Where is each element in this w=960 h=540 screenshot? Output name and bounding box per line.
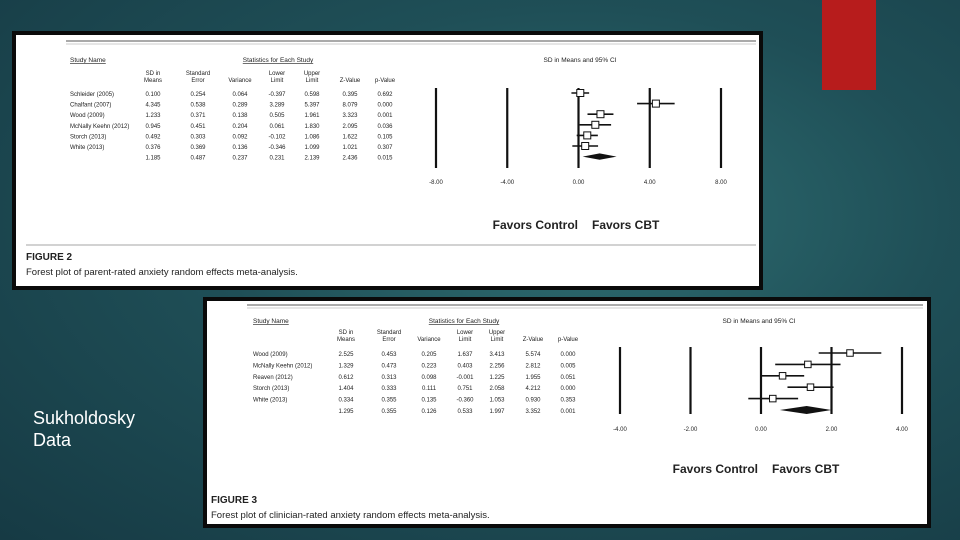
stat-value: 1.021: [342, 145, 358, 151]
stat-value: 1.830: [304, 123, 320, 130]
stat-value: 0.930: [525, 397, 541, 404]
stat-value: 0.403: [457, 363, 473, 370]
point-estimate-box: [597, 111, 604, 118]
stat-value: 3.289: [269, 102, 285, 109]
stat-value: 2.256: [489, 363, 505, 370]
stat-value: 0.126: [421, 409, 437, 415]
stat-value: 0.231: [269, 155, 285, 162]
stat-value: 0.061: [269, 123, 285, 130]
stat-value: 0.289: [232, 102, 248, 109]
stat-value: 3.352: [525, 409, 541, 415]
point-estimate-box: [584, 132, 591, 139]
stat-value: 2.436: [342, 155, 358, 162]
forest-plot-3-svg: [207, 301, 927, 524]
favors-cbt-label: Favors CBT: [772, 462, 840, 476]
study-name: Storch (2013): [70, 134, 107, 141]
column-header-0: Means: [143, 78, 163, 84]
stat-value: 1.225: [489, 374, 505, 381]
stat-value: -0.397: [268, 92, 286, 98]
x-tick-label: 4.00: [896, 427, 908, 433]
stat-value: 0.751: [457, 386, 473, 393]
stat-value: 0.451: [190, 123, 206, 130]
column-header-3: Limit: [270, 78, 284, 84]
stat-value: 2.058: [489, 386, 505, 393]
stat-value: 0.334: [338, 397, 354, 404]
stat-value: 0.307: [377, 145, 393, 151]
column-header-1: Error: [191, 78, 205, 84]
stat-value: 0.473: [381, 363, 397, 370]
side-label-line1: Sukholdosky: [33, 408, 136, 428]
study-name: Schleider (2005): [70, 92, 115, 98]
column-header-0: Means: [336, 337, 356, 343]
x-tick-label: 0.00: [755, 427, 767, 433]
stat-value: 0.369: [190, 145, 206, 151]
point-estimate-box: [847, 350, 854, 357]
study-name: Reaven (2012): [253, 374, 293, 381]
stat-value: 0.371: [190, 113, 206, 120]
column-header-1: Standard: [376, 330, 402, 336]
stat-value: 2.139: [304, 155, 320, 162]
stat-value: 0.692: [377, 92, 393, 98]
stat-value: 5.397: [304, 102, 320, 109]
stat-value: 0.223: [421, 363, 437, 370]
stat-value: 0.204: [232, 123, 248, 130]
stat-value: 1.295: [338, 409, 354, 415]
stat-value: 0.395: [342, 92, 358, 98]
stat-value: 2.812: [525, 363, 541, 370]
column-header-5: Z-Value: [522, 337, 544, 343]
figure-label: FIGURE 3: [211, 495, 258, 506]
stat-value: 0.492: [145, 134, 161, 141]
stat-value: 0.355: [381, 409, 397, 415]
stat-value: 0.015: [377, 155, 393, 162]
stat-value: 0.105: [377, 134, 393, 141]
stat-value: 1.997: [489, 409, 505, 415]
stat-value: 0.237: [232, 155, 248, 162]
stat-value: 1.086: [304, 134, 320, 141]
stat-value: 1.099: [304, 145, 320, 151]
x-tick-label: -2.00: [683, 427, 698, 433]
stat-value: 1.404: [338, 386, 354, 393]
forest-plot-figure-3: [203, 297, 931, 528]
stat-value: 0.036: [377, 123, 393, 130]
column-header-3: Limit: [458, 337, 472, 343]
stat-value: 0.111: [421, 386, 437, 393]
stats-header: Statistics for Each Study: [428, 318, 500, 325]
stat-value: 1.955: [525, 374, 541, 381]
column-header-3: Lower: [268, 71, 286, 77]
point-estimate-box: [652, 100, 659, 107]
column-header-2: Variance: [228, 78, 252, 84]
column-header-3: Lower: [456, 330, 474, 336]
stat-value: 0.453: [381, 352, 397, 358]
study-name: Storch (2013): [253, 386, 290, 393]
stat-value: 0.538: [190, 102, 206, 109]
stat-value: 3.323: [342, 113, 358, 120]
stat-value: 1.185: [145, 155, 161, 162]
point-estimate-box: [582, 143, 589, 150]
stat-value: 0.000: [560, 352, 576, 358]
stat-value: 4.212: [525, 386, 541, 393]
x-tick-label: 2.00: [825, 427, 838, 433]
forest-plot-figure-2: [12, 31, 763, 290]
study-name: White (2013): [70, 145, 105, 151]
stat-value: 0.945: [145, 123, 161, 130]
stat-value: 3.413: [489, 352, 505, 358]
stat-value: 0.598: [304, 92, 320, 98]
x-tick-label: -4.00: [500, 180, 515, 186]
study-name: Wood (2009): [70, 113, 105, 120]
stat-value: 0.005: [560, 363, 576, 370]
column-header-1: Standard: [185, 71, 211, 77]
figure-caption: Forest plot of parent-rated anxiety random effects meta-analysis.: [26, 267, 298, 278]
stat-value: 0.303: [190, 134, 206, 141]
stat-value: 0.533: [457, 409, 473, 415]
x-tick-label: 0.00: [572, 180, 585, 186]
favors-control-label: Favors Control: [492, 218, 578, 232]
stat-value: 0.100: [145, 92, 161, 98]
stat-value: -0.346: [268, 145, 286, 151]
stat-value: 1.053: [489, 397, 505, 404]
stat-value: 5.574: [525, 352, 541, 358]
stat-value: 0.136: [232, 145, 248, 151]
forest-plot-2-svg: [16, 35, 759, 286]
stat-value: 0.051: [560, 374, 576, 381]
favors-cbt-label: Favors CBT: [592, 218, 660, 232]
x-tick-label: 4.00: [643, 180, 656, 186]
stat-value: 0.353: [560, 397, 576, 404]
column-header-6: p-Value: [374, 78, 396, 84]
stat-value: 0.064: [232, 92, 248, 98]
stat-value: 1.961: [304, 113, 320, 120]
stat-value: -0.102: [268, 134, 286, 141]
stat-value: 0.612: [338, 374, 354, 381]
favors-control-label: Favors Control: [672, 462, 758, 476]
point-estimate-box: [770, 395, 777, 402]
accent-bar: [822, 0, 876, 90]
stat-value: 0.135: [421, 397, 437, 404]
side-label-line2: Data: [33, 430, 72, 450]
stat-value: 0.505: [269, 113, 285, 120]
stat-value: 0.098: [421, 374, 437, 381]
point-estimate-box: [592, 121, 599, 128]
stat-value: 1.329: [338, 363, 354, 370]
stat-value: 0.000: [560, 386, 576, 393]
column-header-1: Error: [382, 337, 396, 343]
stat-value: 0.205: [421, 352, 437, 358]
x-tick-label: -4.00: [613, 427, 627, 433]
study-name: McNally Keehn (2012): [253, 363, 313, 370]
study-name: McNally Keehn (2012): [70, 123, 130, 130]
column-header-4: Limit: [305, 78, 319, 84]
plot-header: SD in Means and 95% CI: [543, 57, 617, 64]
stat-value: 1.637: [457, 352, 473, 358]
stat-value: 0.000: [377, 102, 393, 109]
stat-value: 2.095: [342, 123, 358, 130]
stats-header: Statistics for Each Study: [242, 57, 314, 64]
stat-value: 0.333: [381, 386, 397, 393]
stat-value: 4.345: [145, 102, 161, 109]
point-estimate-box: [779, 373, 786, 380]
point-estimate-box: [805, 361, 812, 368]
figure-caption: Forest plot of clinician-rated anxiety random effects meta-analysis.: [211, 510, 490, 521]
stat-value: 0.376: [145, 145, 161, 151]
point-estimate-box: [807, 384, 814, 391]
stat-value: 0.487: [190, 155, 206, 162]
stat-value: 8.079: [342, 102, 358, 109]
stat-value: 0.001: [560, 409, 576, 415]
study-name: Chalfant (2007): [70, 102, 112, 109]
column-header-6: p-Value: [557, 337, 579, 343]
x-tick-label: -8.00: [429, 180, 443, 186]
column-header-0: SD in: [145, 71, 161, 77]
summary-diamond: [780, 406, 832, 414]
study-name: Wood (2009): [253, 352, 288, 358]
column-header-4: Upper: [303, 71, 321, 77]
column-header-5: Z-Value: [339, 78, 361, 84]
stat-value: 0.138: [232, 113, 248, 120]
figure-label: FIGURE 2: [26, 252, 73, 263]
stat-value: 0.001: [377, 113, 393, 120]
stat-value: 1.233: [145, 113, 161, 120]
x-tick-label: 8.00: [715, 180, 727, 186]
stat-value: 0.254: [190, 92, 206, 98]
side-label: [33, 407, 135, 451]
column-header-2: Variance: [417, 337, 441, 343]
study-name-header: Study Name: [70, 57, 106, 64]
stat-value: 1.622: [342, 134, 358, 141]
plot-header: SD in Means and 95% CI: [722, 318, 796, 325]
stat-value: 0.092: [232, 134, 248, 141]
study-name: White (2013): [253, 397, 288, 404]
stat-value: -0.001: [456, 374, 474, 381]
column-header-4: Limit: [490, 337, 504, 343]
point-estimate-box: [577, 90, 584, 97]
stat-value: 0.313: [381, 374, 397, 381]
study-name-header: Study Name: [253, 318, 289, 325]
column-header-4: Upper: [488, 330, 506, 336]
summary-diamond: [583, 153, 617, 159]
column-header-0: SD in: [338, 330, 354, 336]
stat-value: 2.525: [338, 352, 354, 358]
stat-value: 0.355: [381, 397, 397, 404]
stat-value: -0.360: [456, 397, 474, 404]
